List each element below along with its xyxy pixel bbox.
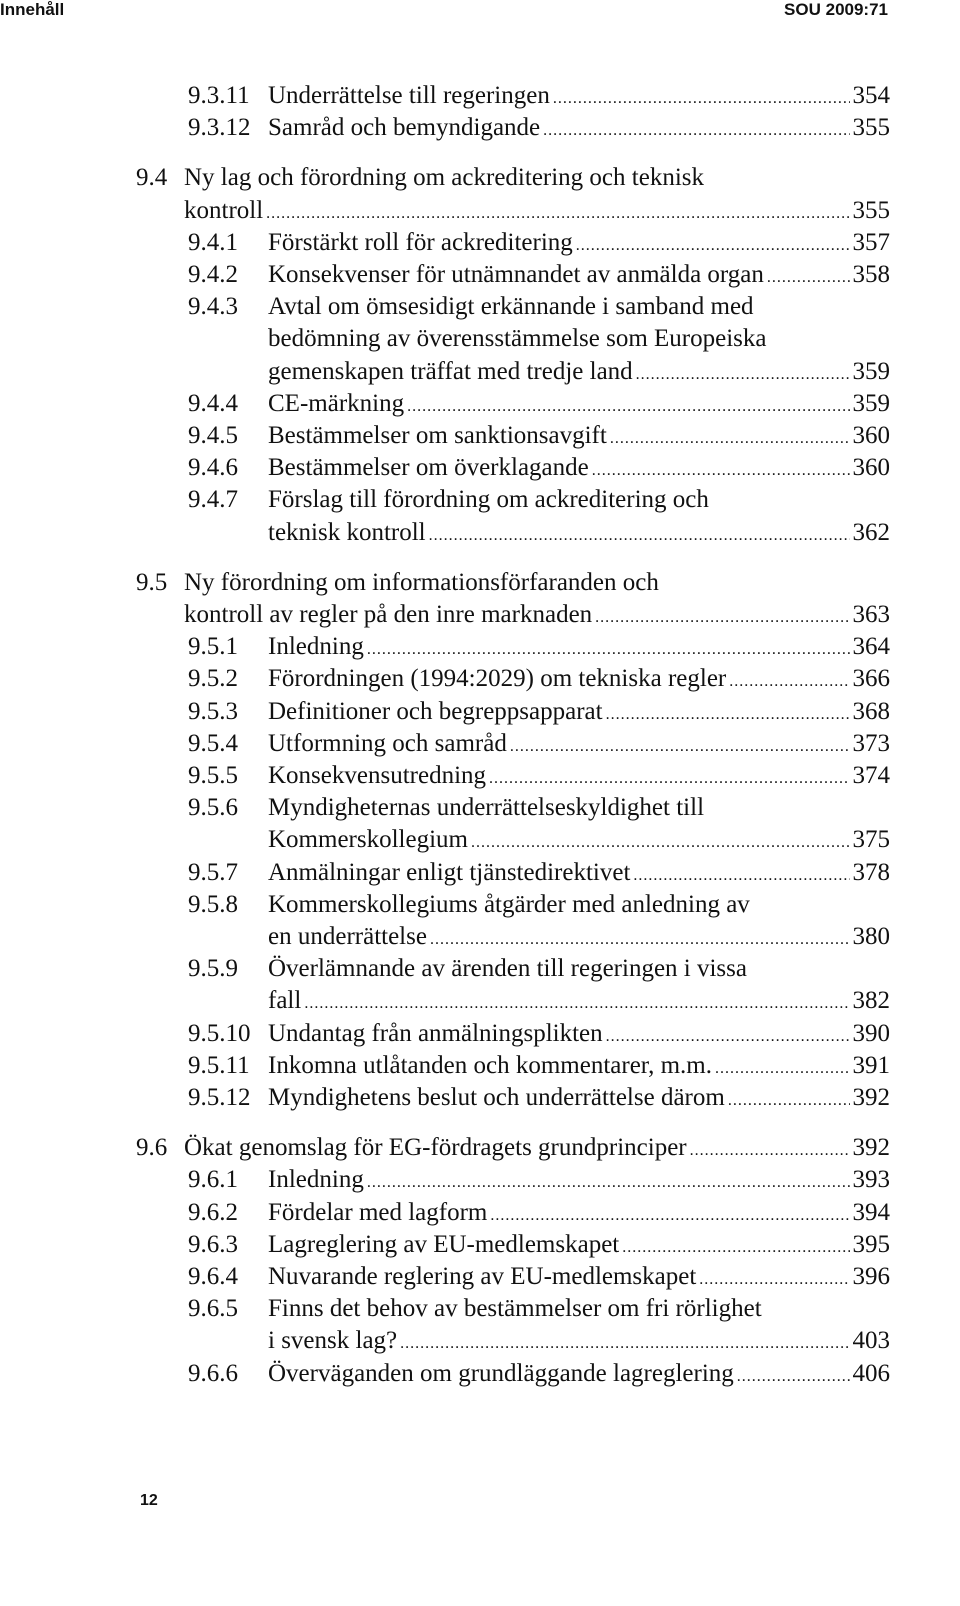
- toc-entry-page: 363: [852, 600, 890, 628]
- dot-leader: [490, 1207, 849, 1225]
- toc-entry-title: Överväganden om grundläggande lagreglering: [268, 1359, 734, 1387]
- toc-entry-number: 9.6.4: [188, 1263, 238, 1290]
- toc-entry-number: 9.5.9: [188, 955, 238, 983]
- toc-entry-title: Samråd och bemyndigande: [268, 114, 541, 142]
- dot-leader: [767, 269, 850, 287]
- toc-entry-number: 9.5.5: [188, 762, 238, 789]
- dot-leader: [471, 834, 850, 852]
- toc-entry-page: 380: [852, 922, 890, 950]
- toc-entry-title: Konsekvensutredning: [268, 762, 487, 789]
- toc-entry-title: fall: [268, 987, 302, 1015]
- toc-entry-number: 9.6.5: [188, 1295, 238, 1323]
- toc-entry-title: Myndighetens beslut och underrättelse därom: [268, 1084, 725, 1111]
- dot-leader: [429, 527, 850, 545]
- dot-leader: [543, 122, 849, 140]
- toc-entry-page: 390: [852, 1019, 890, 1047]
- toc-entry-page: 355: [852, 114, 890, 142]
- toc-entry-title: Underrättelse till regeringen: [268, 82, 550, 109]
- toc-entry-number: 9.5.4: [188, 729, 238, 757]
- dot-leader: [606, 1028, 850, 1046]
- toc-entry-number: 9.5.1: [188, 633, 238, 661]
- toc-entry-page: 392: [852, 1134, 890, 1162]
- toc-entry-title: gemenskapen träffat med tredje land: [268, 357, 633, 385]
- dot-leader: [699, 1271, 849, 1289]
- toc-entry-title: Ökat genomslag för EG-fördragets grundprinciper: [184, 1134, 687, 1162]
- toc-entry-page: 357: [852, 228, 890, 256]
- running-header-right: SOU 2009:71: [784, 0, 888, 19]
- toc-entry-title: Myndigheternas underrättelseskyldighet till: [268, 794, 705, 822]
- toc-entry-title: Konsekvenser för utnämnandet av anmälda organ: [268, 261, 764, 288]
- toc-entry-title: Ny förordning om informationsförfaranden och: [184, 568, 659, 596]
- toc-entry-title: Fördelar med lagform: [268, 1198, 488, 1226]
- toc-entry-title: Finns det behov av bestämmelser om fri rörlighet: [268, 1295, 762, 1323]
- toc-entry-page: 393: [852, 1166, 890, 1194]
- toc-entry-number: 9.6.3: [188, 1230, 238, 1258]
- dot-leader: [510, 738, 850, 756]
- toc-entry-title: Nuvarande reglering av EU-medlemskapet: [268, 1263, 697, 1290]
- toc-entry-number: 9.3.11: [188, 82, 250, 109]
- toc-entry-page: 354: [852, 82, 890, 109]
- toc-entry-number: 9.4.4: [188, 389, 238, 417]
- toc-entry-title: Förstärkt roll för ackreditering: [268, 228, 573, 256]
- dot-leader: [400, 1335, 849, 1353]
- toc-entry-number: 9.6.2: [188, 1198, 238, 1226]
- dot-leader: [592, 462, 850, 480]
- dot-leader: [729, 673, 849, 691]
- toc-entry-number: 9.6: [136, 1134, 168, 1162]
- toc-entry-page: 366: [852, 665, 890, 693]
- toc-entry-page: 358: [852, 261, 890, 288]
- toc-entry-page: 375: [852, 826, 890, 854]
- toc-entry-title: i svensk lag?: [268, 1327, 398, 1355]
- page-number: 12: [140, 1492, 158, 1509]
- dot-leader: [606, 706, 850, 724]
- dot-leader: [728, 1092, 850, 1110]
- toc-entry-title: Kommerskollegiums åtgärder med anledning av: [268, 890, 750, 918]
- toc-entry-page: 403: [852, 1327, 890, 1355]
- toc-entry-title: Undantag från anmälningsplikten: [268, 1019, 603, 1047]
- toc-entry-title: Anmälningar enligt tjänstedirektivet: [268, 858, 631, 886]
- toc-entry-number: 9.4: [136, 164, 168, 192]
- toc-entry-number: 9.3.12: [188, 114, 251, 142]
- toc-entry-page: 359: [852, 389, 890, 417]
- toc-entry-title: CE-märkning: [268, 389, 405, 417]
- dot-leader: [636, 366, 850, 384]
- dot-leader: [430, 931, 850, 949]
- toc-entry-page: 373: [852, 729, 890, 757]
- toc-entry-page: 382: [852, 987, 890, 1015]
- toc-entry-title: Inledning: [268, 1166, 364, 1194]
- toc-entry-number: 9.4.1: [188, 228, 238, 256]
- toc-entry-number: 9.4.2: [188, 261, 238, 288]
- dot-leader: [737, 1368, 850, 1386]
- dot-leader: [304, 995, 849, 1013]
- toc-entry-page: 368: [852, 697, 890, 725]
- toc-entry-number: 9.6.1: [188, 1166, 238, 1194]
- dot-leader: [690, 1142, 850, 1160]
- toc-entry-page: 355: [852, 196, 890, 224]
- toc-entry-number: 9.4.6: [188, 454, 238, 482]
- toc-entry-page: 395: [852, 1230, 890, 1258]
- running-header-left: Innehåll: [0, 0, 65, 19]
- toc-entry-page: 360: [852, 454, 890, 482]
- toc-entry-number: 9.5.10: [188, 1019, 251, 1047]
- toc-entry-page: 359: [852, 357, 890, 385]
- toc-entry-page: 378: [852, 858, 890, 886]
- dot-leader: [622, 1239, 849, 1257]
- toc-entry-page: 394: [852, 1198, 890, 1226]
- toc-entry-title: kontroll av regler på den inre marknaden: [184, 600, 593, 628]
- toc-entry-page: 396: [852, 1263, 890, 1290]
- toc-entry-number: 9.5.2: [188, 665, 238, 693]
- dot-leader: [367, 641, 850, 659]
- toc-entry-number: 9.4.7: [188, 486, 238, 514]
- toc-entry-title: Överlämnande av ärenden till regeringen i vissa: [268, 955, 747, 983]
- dot-leader: [407, 398, 849, 416]
- dot-leader: [553, 90, 850, 108]
- dot-leader: [576, 237, 850, 255]
- toc-entry-page: 392: [852, 1084, 890, 1111]
- toc-entry-title: Avtal om ömsesidigt erkännande i samband med: [268, 293, 754, 321]
- toc-entry-page: 406: [852, 1359, 890, 1387]
- toc-entry-title: teknisk kontroll: [268, 518, 426, 546]
- toc-entry-page: 391: [852, 1051, 890, 1079]
- toc-entry-page: 364: [852, 633, 890, 661]
- toc-entry-title: bedömning av överensstämmelse som Europeiska: [268, 325, 767, 353]
- dot-leader: [715, 1060, 849, 1078]
- toc-entry-number: 9.4.3: [188, 293, 238, 321]
- toc-entry-page: 362: [852, 518, 890, 546]
- toc-entry-title: Förslag till förordning om ackreditering och: [268, 486, 709, 514]
- dot-leader: [610, 430, 850, 448]
- dot-leader: [367, 1174, 850, 1192]
- toc-entry-title: kontroll: [184, 196, 264, 224]
- toc-entry-title: Inledning: [268, 633, 364, 661]
- toc-entry-title: Bestämmelser om sanktionsavgift: [268, 422, 607, 449]
- toc-entry-number: 9.5.7: [188, 858, 238, 886]
- toc-entry-page: 374: [852, 762, 890, 789]
- toc-entry-number: 9.5.3: [188, 697, 238, 725]
- toc-entry-title: Förordningen (1994:2029) om tekniska regler: [268, 665, 727, 693]
- toc-entry-title: Definitioner och begreppsapparat: [268, 697, 603, 725]
- toc-entry-title: en underrättelse: [268, 922, 427, 950]
- toc-entry-number: 9.5: [136, 568, 168, 596]
- toc-entry-title: Lagreglering av EU-medlemskapet: [268, 1230, 620, 1258]
- toc-entry-number: 9.5.11: [188, 1051, 250, 1079]
- toc-entry-number: 9.4.5: [188, 422, 238, 449]
- toc-entry-number: 9.5.12: [188, 1084, 251, 1111]
- toc-entry-title: Kommerskollegium: [268, 826, 468, 854]
- dot-leader: [266, 205, 849, 223]
- toc-entry-number: 9.5.8: [188, 890, 238, 918]
- dot-leader: [489, 770, 849, 788]
- dot-leader: [633, 867, 849, 885]
- toc-entry-title: Utformning och samråd: [268, 729, 507, 757]
- toc-entry-title: Inkomna utlåtanden och kommentarer, m.m.: [268, 1051, 713, 1079]
- dot-leader: [595, 609, 849, 627]
- toc-entry-page: 360: [852, 422, 890, 449]
- toc-entry-title: Bestämmelser om överklagande: [268, 454, 589, 482]
- toc-entry-number: 9.5.6: [188, 794, 238, 822]
- toc-entry-number: 9.6.6: [188, 1359, 238, 1387]
- toc-entry-title: Ny lag och förordning om ackreditering och teknisk: [184, 164, 704, 192]
